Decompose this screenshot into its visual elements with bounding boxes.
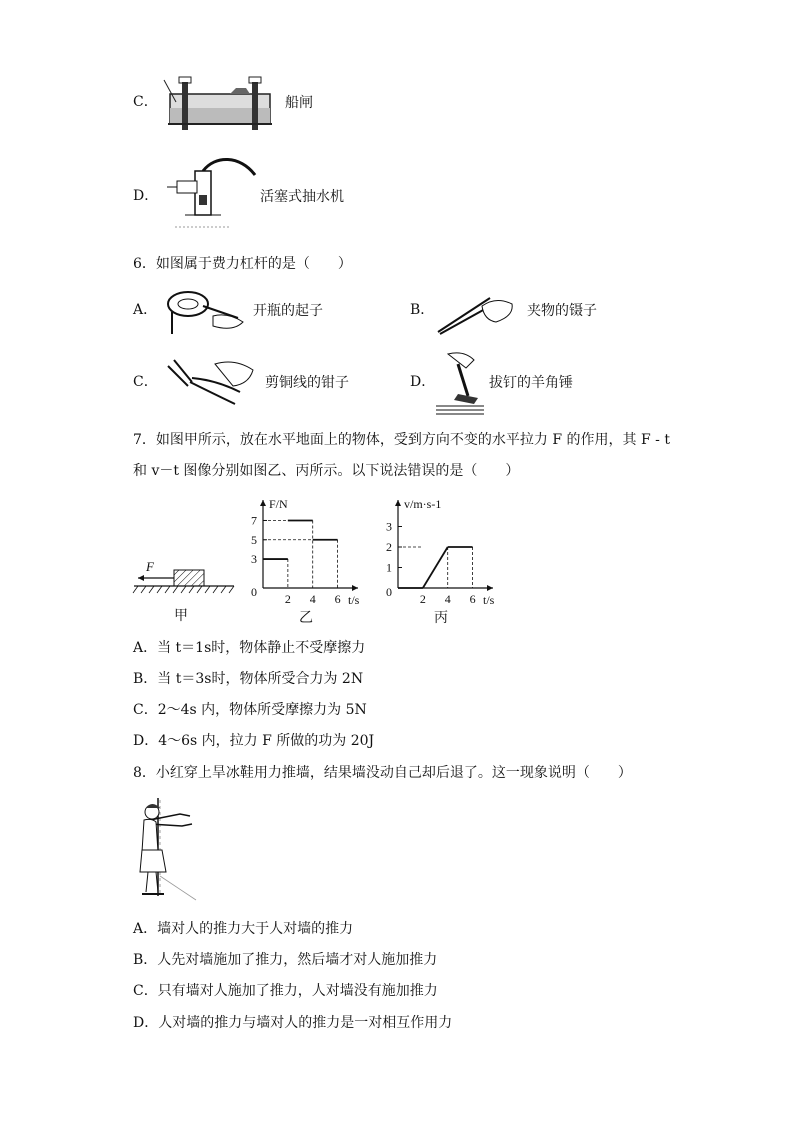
x-tick-label: 2	[284, 592, 291, 606]
q6-option-d-caption: 拔钉的羊角锤	[489, 375, 573, 391]
pliers-figure	[160, 356, 260, 411]
origin-label: 0	[386, 585, 392, 599]
q5-option-d-letter: D．	[133, 188, 159, 204]
y-tick-label: 3	[251, 552, 257, 567]
figure-jia-caption: 甲	[174, 608, 188, 624]
q7-option-c: C．2～4s 内，物体所受摩擦力为 5N	[133, 702, 367, 718]
x-tick-label: 6	[334, 592, 341, 606]
data-segment	[423, 547, 448, 588]
q5-option-c-caption: 船闸	[285, 95, 313, 111]
q6-option-a-letter: A．	[133, 302, 158, 318]
figure-jia-force-label: F	[146, 559, 154, 574]
y-axis-label: F/N	[269, 497, 288, 511]
y-axis-label: v/m·s-1	[404, 497, 442, 511]
q6-option-b-caption: 夹物的镊子	[527, 303, 597, 319]
q6-option-a-caption: 开瓶的起子	[253, 303, 323, 319]
y-tick-label: 7	[251, 513, 257, 528]
q7-option-a: A．当 t＝1s时，物体静止不受摩擦力	[133, 640, 366, 656]
x-axis-label: t/s	[348, 593, 360, 607]
y-tick-label: 2	[386, 540, 392, 554]
x-tick-label: 4	[444, 592, 451, 606]
chart-caption: 乙	[299, 611, 313, 625]
x-axis-arrow	[352, 585, 358, 591]
q7-option-b: B．当 t＝3s时，物体所受合力为 2N	[133, 671, 364, 687]
q6-option-b-letter: B．	[410, 302, 435, 318]
q7-option-d: D．4～6s 内，拉力 F 所做的功为 20J	[133, 733, 375, 749]
origin-label: 0	[251, 585, 257, 599]
x-tick-label: 6	[469, 592, 476, 606]
q5-option-d-caption: 活塞式抽水机	[260, 189, 344, 205]
q6-option-c-letter: C．	[133, 374, 158, 390]
q8-option-d: D．人对墙的推力与墙对人的推力是一对相互作用力	[133, 1015, 453, 1031]
y-tick-label: 1	[386, 560, 392, 575]
piston-pump-figure	[155, 155, 265, 235]
ship-lock-figure	[160, 72, 280, 134]
x-tick-label: 2	[419, 592, 426, 606]
q5-option-c-letter: C．	[133, 94, 158, 110]
q6-option-c-caption: 剪铜线的钳子	[265, 375, 349, 391]
y-tick-label: 3	[386, 519, 392, 534]
x-tick-label: 4	[309, 592, 316, 606]
q8-option-a: A．墙对人的推力大于人对墙的推力	[133, 921, 354, 937]
claw-hammer-figure	[434, 350, 486, 420]
y-axis-arrow	[260, 500, 266, 506]
q8-option-b: B．人先对墙施加了推力，然后墙才对人施加推力	[133, 952, 438, 968]
tweezers-figure	[432, 290, 522, 338]
q6-stem: 6．如图属于费力杠杆的是（ ）	[133, 256, 352, 272]
chart-caption: 丙	[434, 611, 448, 625]
figure-jia	[130, 555, 240, 600]
q7-stem-line1: 7．如图甲所示，放在水平地面上的物体，受到方向不变的水平拉力 F 的作用，其 F - t	[133, 432, 670, 448]
bottle-opener-figure	[158, 286, 248, 338]
q8-option-c: C．只有墙对人施加了推力，人对墙没有施加推力	[133, 983, 438, 999]
q8-stem: 8．小红穿上旱冰鞋用力推墙，结果墙没动自己却后退了。这一现象说明（ ）	[133, 765, 632, 781]
chart-bing	[380, 490, 510, 625]
chart-yi	[245, 490, 375, 625]
x-axis-arrow	[487, 585, 493, 591]
x-axis-label: t/s	[483, 593, 495, 607]
y-axis-arrow	[395, 500, 401, 506]
y-tick-label: 5	[251, 532, 257, 547]
q6-option-d-letter: D．	[410, 374, 436, 390]
girl-pushing-wall-figure	[130, 796, 200, 906]
q7-stem-line2: 和 v－t 图像分别如图乙、丙所示。以下说法错误的是（ ）	[133, 463, 520, 479]
